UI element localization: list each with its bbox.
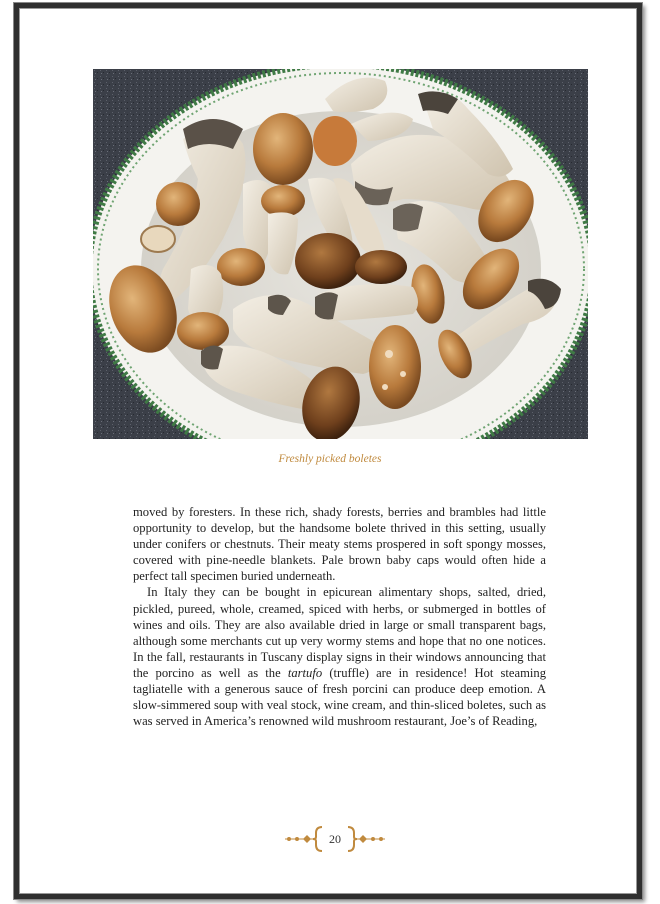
italic-term: tartufo (287, 665, 323, 680)
photo-caption: Freshly picked boletes (278, 453, 382, 465)
paragraph-text: In Italy they can be bought in epicurean alimentary shops, salted, dried, pickled, pureed, whole, creamed, spiced with herbs, or submerged in bottles of wines and oils. They are also available dried in large or small transparent bags, although some merchants cut up very wormy stems and hope that no one notices. In the fall, restaurants in Tuscany display signs in their windows announcing that the porcino as well as the (133, 585, 546, 680)
boletes-photo-image (93, 69, 588, 439)
paragraph: moved by foresters. In these rich, shady forests, berries and brambles had little opportunity to develop, but the handsome bolete thrived in this setting, usually under conifers or chestnuts. Their meaty stems prospered in soft spongy mosses, covered with pine-needle blankets. Pale brown baby caps would often hide a perfect tall specimen buried underneath. (133, 505, 546, 584)
paragraph-text: (truffle) are in residence! Hot steaming tagliatelle with a generous sauce of fresh porcini can produce deep emotion. A slow-simmered soup with veal stock, wine cream, and thin-sliced boletes, such as was served in America’s renowned wild mushroom restaurant, Joe’s of Reading, (133, 665, 546, 729)
boletes-photo (93, 69, 588, 439)
page-footer (0, 822, 660, 856)
paragraph (133, 584, 546, 729)
page-number: 20 (329, 832, 341, 846)
body-text (133, 504, 546, 729)
